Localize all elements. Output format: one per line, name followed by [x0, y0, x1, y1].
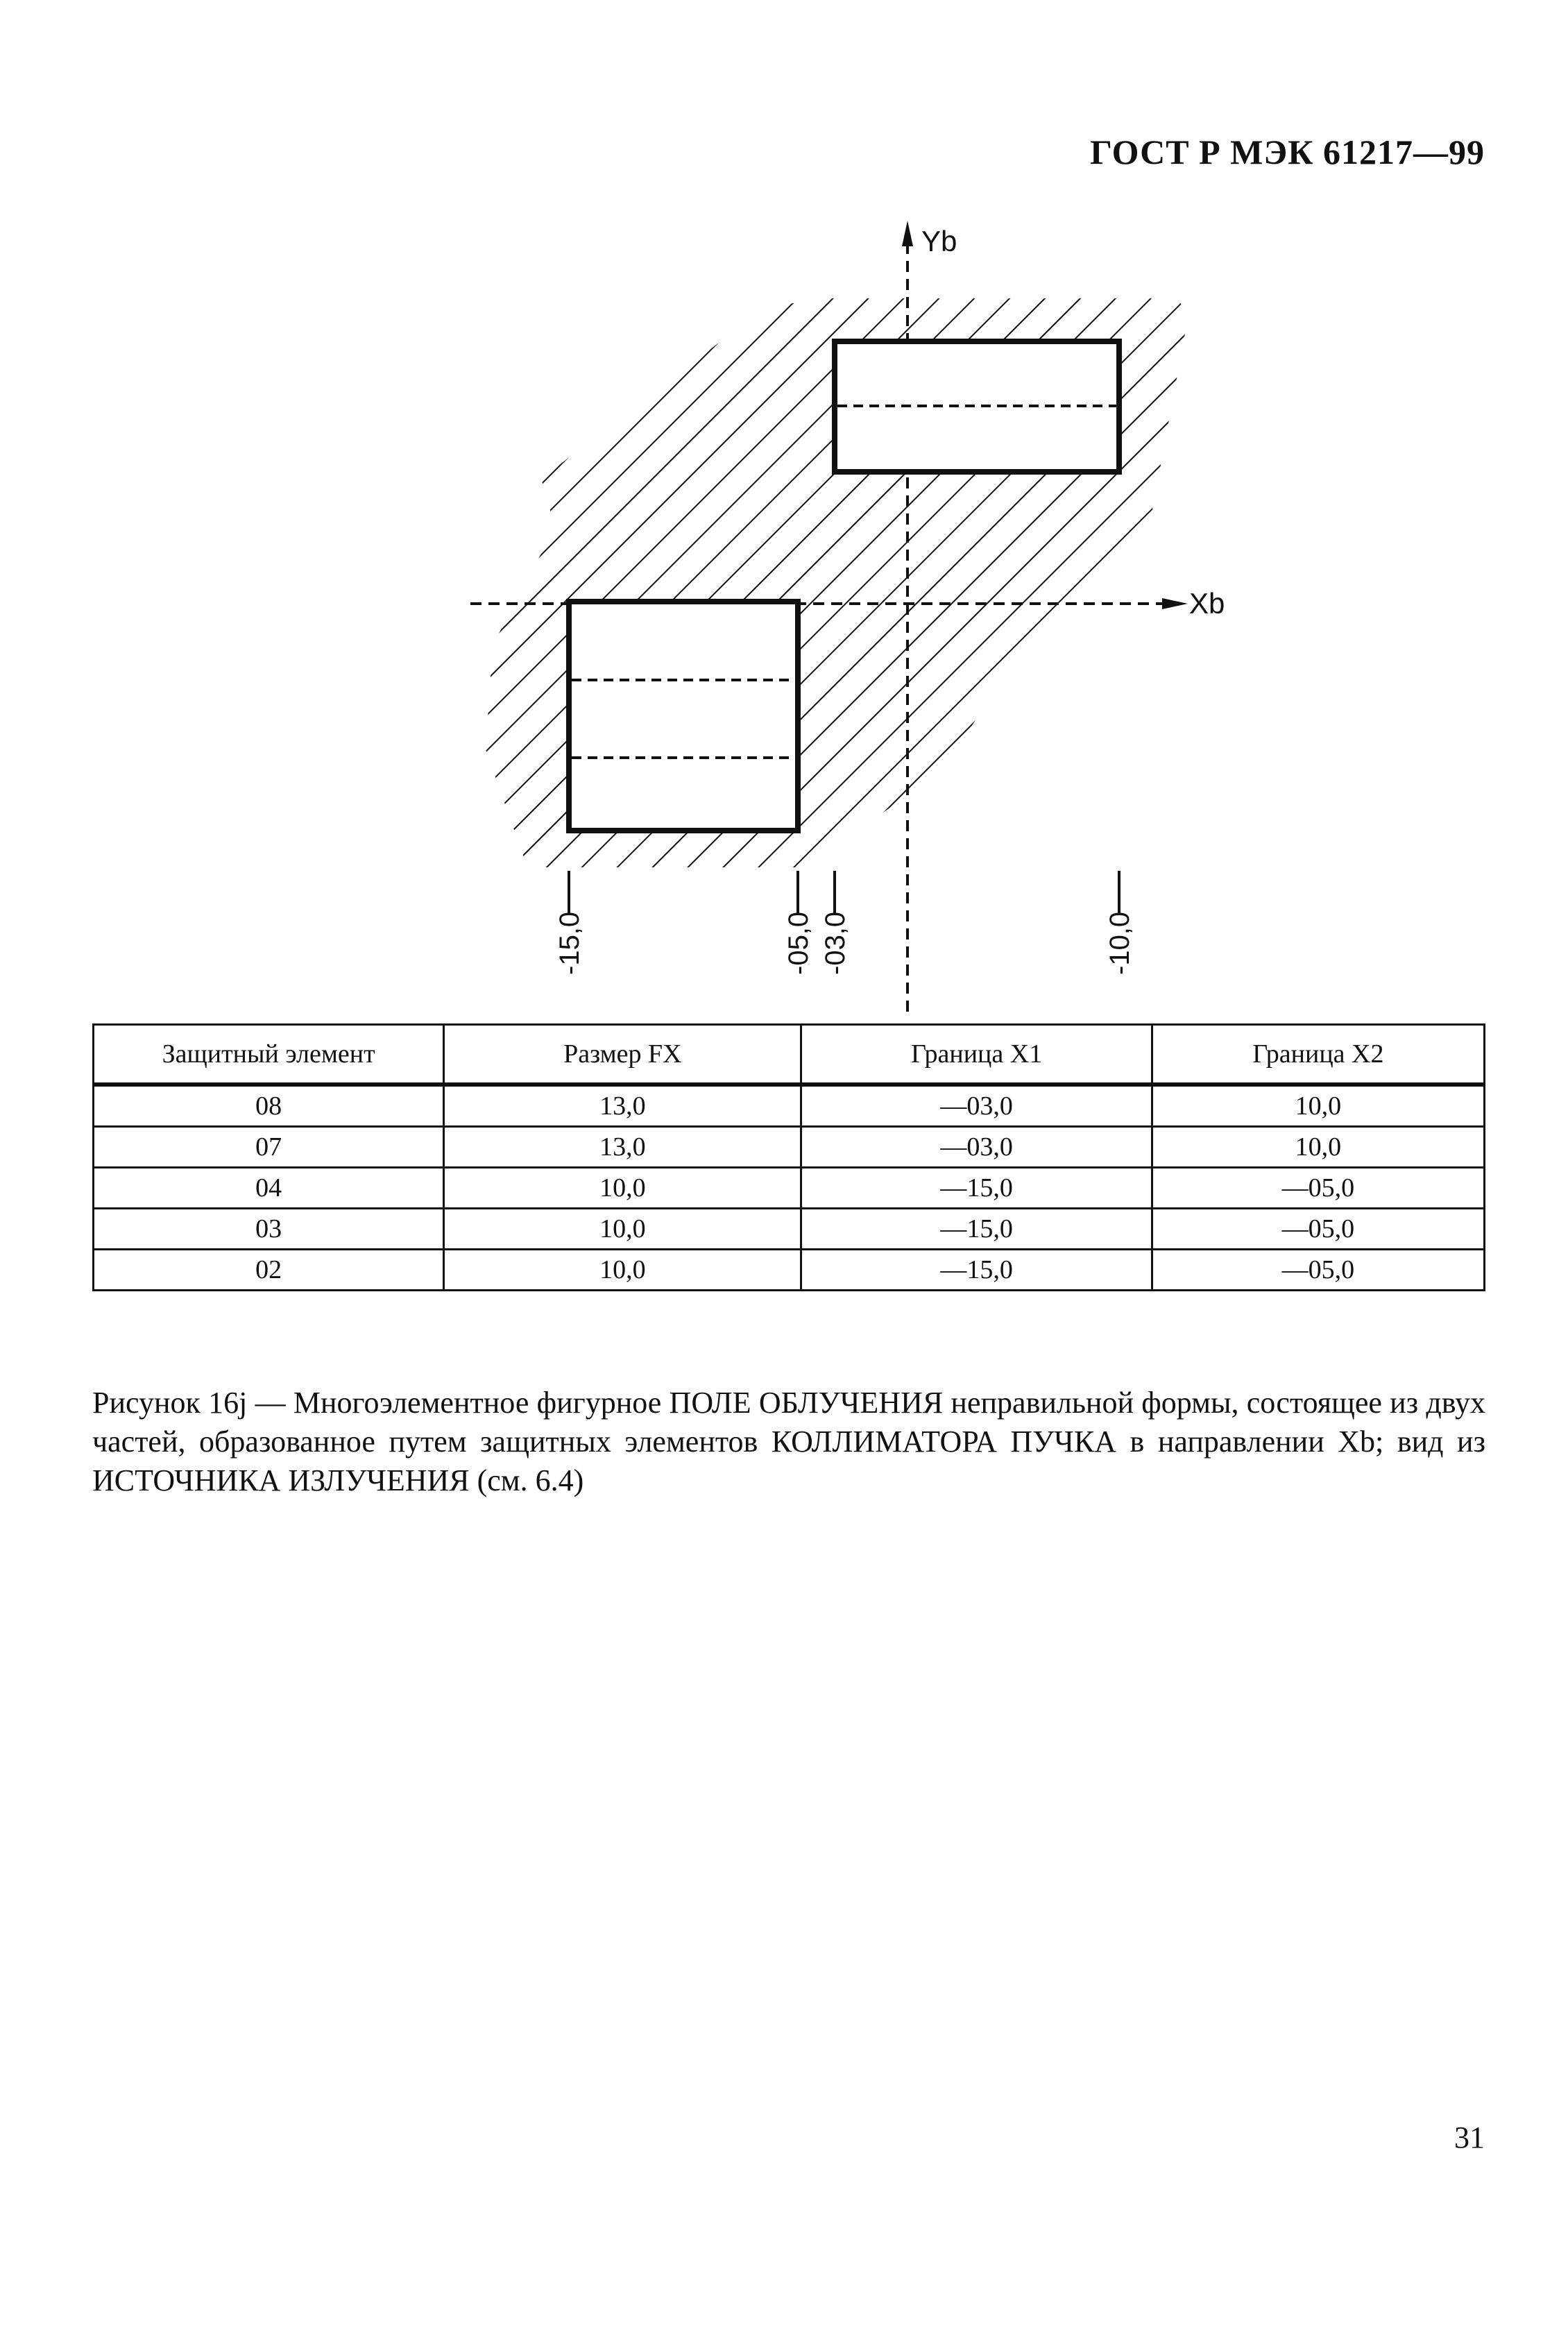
- table-cell: 04: [94, 1168, 444, 1209]
- table-cell: 10,0: [1152, 1085, 1484, 1127]
- table-cell: —03,0: [801, 1127, 1152, 1168]
- table-cell: —15,0: [801, 1209, 1152, 1250]
- table-cell: 10,0: [1152, 1127, 1484, 1168]
- leaf-table: [92, 1023, 1485, 1291]
- table-row: [94, 1127, 1485, 1168]
- header-leaf: Защитный элемент: [94, 1025, 444, 1085]
- tick-label-2: -05,0: [783, 911, 814, 975]
- tick-label-3: -03,0: [820, 911, 851, 975]
- table-cell: 10,0: [444, 1250, 801, 1291]
- table-cell: 10,0: [444, 1168, 801, 1209]
- document-header: ГОСТ Р МЭК 61217—99: [1090, 133, 1485, 171]
- tick-label-4: -10,0: [1105, 911, 1135, 975]
- x-axis-arrow: [1162, 598, 1188, 609]
- page-number: 31: [1454, 2120, 1485, 2154]
- y-axis-label: Yb: [921, 225, 957, 257]
- table-cell: 07: [94, 1127, 444, 1168]
- table-cell: 03: [94, 1209, 444, 1250]
- table-cell: —05,0: [1152, 1250, 1484, 1291]
- lower-field: [569, 602, 798, 831]
- table-cell: —15,0: [801, 1168, 1152, 1209]
- table-cell: —03,0: [801, 1085, 1152, 1127]
- table-row: [94, 1209, 1485, 1250]
- header-size: Размер FX: [444, 1025, 801, 1085]
- table-cell: 02: [94, 1250, 444, 1291]
- table-cell: —15,0: [801, 1250, 1152, 1291]
- table-cell: 13,0: [444, 1127, 801, 1168]
- table-cell: 13,0: [444, 1085, 801, 1127]
- table-cell: 10,0: [444, 1209, 801, 1250]
- figure-caption: Рисунок 16j — Многоэлементное фигурное ПОЛЕ ОБЛУЧЕНИЯ неправильной формы, состоящее из двух частей, образованное путем защитных элементов КОЛЛИМАТОРА ПУЧКА в направлении Xb; вид из ИСТОЧНИКА ИЗЛУЧЕНИЯ (см. 6.4): [92, 1386, 1485, 1497]
- table-header-row: [94, 1025, 1485, 1085]
- y-axis-arrow: [902, 221, 913, 246]
- header-x2: Граница X2: [1152, 1025, 1484, 1085]
- table-row: [94, 1085, 1485, 1127]
- collimator-field-diagram: [0, 0, 1568, 1027]
- table-row: [94, 1168, 1485, 1209]
- tick-label-1: -15,0: [554, 911, 585, 975]
- table-cell: —05,0: [1152, 1168, 1484, 1209]
- table-row: [94, 1250, 1485, 1291]
- x-axis-label: Xb: [1189, 587, 1225, 620]
- table-cell: —05,0: [1152, 1209, 1484, 1250]
- header-x1: Граница X1: [801, 1025, 1152, 1085]
- table-cell: 08: [94, 1085, 444, 1127]
